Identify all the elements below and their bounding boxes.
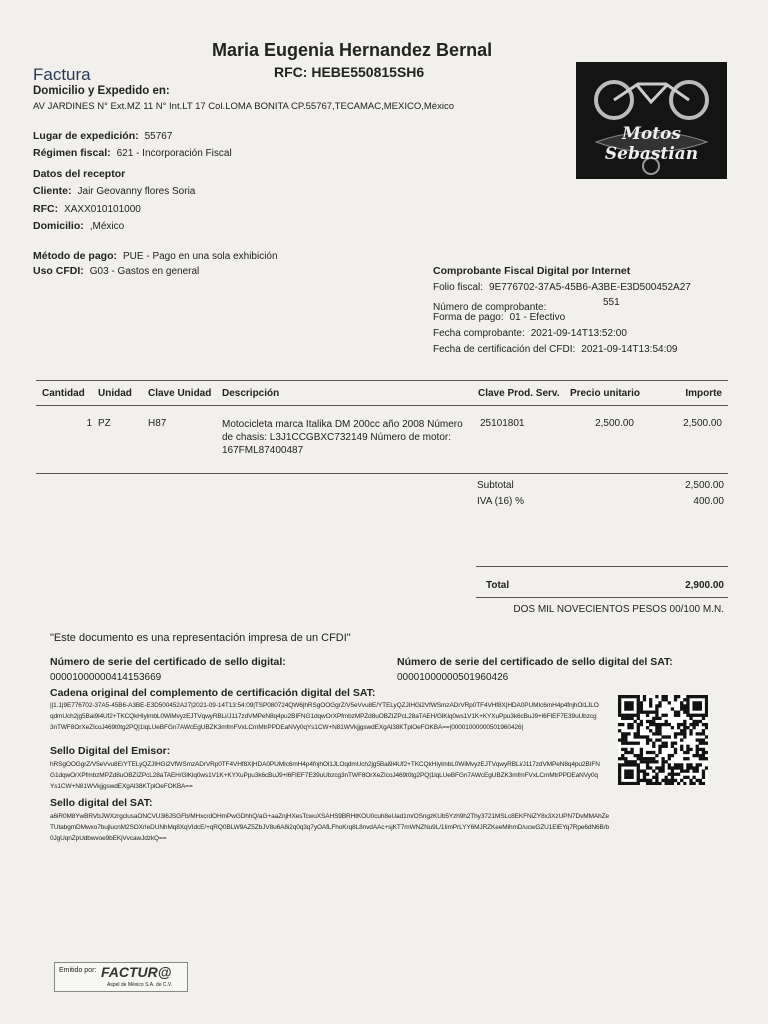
row-unidad: PZ xyxy=(98,418,111,429)
serie-sat-value: 00001000000501960426 xyxy=(397,672,509,683)
col-precio: Precio unitario xyxy=(570,388,641,399)
col-cantidad: Cantidad xyxy=(42,388,85,399)
cert-label: Fecha de certificación del CFDI: xyxy=(433,344,576,355)
logo-text: Motos Sebastian xyxy=(604,124,699,164)
receptor-domicilio-label: Domicilio: xyxy=(33,220,84,232)
aspel-sub: Aspel de México S.A. de C.V. xyxy=(107,982,173,988)
emitido-por-box xyxy=(54,962,188,992)
lugar-label: Lugar de expedición: xyxy=(33,130,139,142)
regimen-fiscal xyxy=(33,147,232,159)
table-bottom-rule xyxy=(36,473,728,474)
receptor-rfc-label: RFC: xyxy=(33,203,59,215)
folio-value: 9E776702-37A5-45B6-A3BE-E3D500452A27 xyxy=(489,282,691,293)
domicilio-label: Domicilio y Expedido en: xyxy=(33,85,170,97)
fecha-certificacion xyxy=(433,344,677,355)
col-unidad: Unidad xyxy=(98,388,132,399)
row-precio: 2,500.00 xyxy=(595,418,634,429)
numero-value: 551 xyxy=(603,297,620,308)
sello-emisor-value: hRSgOOGgrZ/V5eVvu8E/YTELyQZJIHGi2VfWSmzADrVRp0TF4VHf8X|HDA0PUMIc6mH4p4fnjhOl1JLOqdmUch2jg5Bai9l4Uf2+TKCQkHIylmbL0WiMvyzEJTVqwyRBLi/J117zdVMPeN8q4pu2BIFNG1dqwOrXPfmbzMPZd8uOBZIZPcL28aTAEH/GlKlq0ws1V1K+KYXuPpu3k6cBuJ9+l6FIEF7E39uUbzcg3nTWF8OrXeZIcoJ469t0tg2PQ|1lqLUeBFGn7AWcEgUBZK3mfmFVxLCmMtrPPDEaNVy0qYs1CW+N81WVkjjgswdEXgAl38KTplOeFOKBA== xyxy=(50,761,600,790)
doc-type: Factura xyxy=(33,65,91,84)
lugar-value: 55767 xyxy=(144,131,173,142)
table-header-rule xyxy=(36,405,728,406)
iva-value: 400.00 xyxy=(693,496,724,507)
receptor-domicilio xyxy=(33,220,124,232)
domicilio-value: AV JARDINES N° Ext.MZ 11 N° Int.LT 17 Col.LOMA BONITA CP.55767,TECAMAC,MEXICO,México xyxy=(33,101,454,112)
col-clave-unidad: Clave Unidad xyxy=(148,388,212,399)
row-clave-prod: 25101801 xyxy=(480,418,525,429)
receptor-section-label: Datos del receptor xyxy=(33,168,126,180)
forma-label: Forma de pago: xyxy=(433,312,504,323)
regimen-label: Régimen fiscal: xyxy=(33,147,111,159)
regimen-value: 621 - Incorporación Fiscal xyxy=(116,148,232,159)
receptor-rfc xyxy=(33,203,141,215)
cliente xyxy=(33,185,195,197)
total-value: 2,900.00 xyxy=(685,580,724,591)
receptor-domicilio-value: ,México xyxy=(89,221,125,232)
cadena-label: Cadena original del complemento de certificación digital del SAT: xyxy=(50,687,376,699)
lugar-expedicion xyxy=(33,130,172,142)
cert-value: 2021-09-14T13:54:09 xyxy=(581,344,678,355)
cadena-value: ||1.1|9E776702-37A5-45B6-A3BE-E3D500452A27|2021-09-14T13:54:09|TSP080724QW6|hRSgOOGgrZ/V5eVvu8E/YTELyQZJIHGi2VfWSmzADrVRp0TF4VHf8X|HDA0PUMIc6mH4p4fnjhOl1JLOqdmUch2jg5Bai9l4Uf2+TKCQkHIylmbL0WiMvyzEJTVqwyRBLi/J117zdVMPeN8q4pu2BIFNG1dqwOrXPfmbzMPZd8uOBZIZPcL28aTAEH/GlKlq0ws1V1K+KYXuPpu3k6cBuJ9+l6FIEF7E39uUbzcg3nTWF8OrXeZIcoJ469t0tg2PQ|1lqLUeBFGn7AWcEgUBZK3mfmFVxLCmMtrPPDEaNVy0qYs1CW+N81WVkjjgswdEXgAl38KTplOeFOKBA==|00001000000501960426| xyxy=(50,702,599,731)
col-clave-prod: Clave Prod. Serv. xyxy=(478,388,560,399)
serie-emisor-label: Número de serie del certificado de sello digital: xyxy=(50,656,286,668)
company-logo xyxy=(576,62,727,179)
sello-sat-label: Sello digital del SAT: xyxy=(50,797,153,809)
row-descripcion: Motocicleta marca Italika DM 200cc año 2008 Número de chasis: L3J1CCGBXC732149 Número de motor: 167FML87400487 xyxy=(222,419,463,456)
serie-sat-label: Número de serie del certificado de sello digital del SAT: xyxy=(397,656,673,668)
row-cantidad: 1 xyxy=(86,418,92,429)
col-importe: Importe xyxy=(685,388,722,399)
row-clave-unidad: H87 xyxy=(148,418,167,429)
subtotal-label: Subtotal xyxy=(477,480,514,491)
serie-emisor-value: 00001000000414153669 xyxy=(50,672,162,683)
receptor-rfc-value: XAXX010101000 xyxy=(64,204,141,215)
metodo-pago xyxy=(33,250,278,262)
qr-code xyxy=(618,695,708,785)
uso-value: G03 - Gastos en general xyxy=(89,266,200,277)
emitido-label: Emitido por: xyxy=(59,967,97,974)
metodo-label: Método de pago: xyxy=(33,250,117,262)
total-top-rule xyxy=(476,566,728,567)
total-bottom-rule xyxy=(476,597,728,598)
row-importe: 2,500.00 xyxy=(683,418,722,429)
cfdi-notice: "Este documento es una representación impresa de un CFDI" xyxy=(50,632,351,644)
sello-sat-value: a6iR0M8YwBRVbJWXzrgclusaONCVU3l6JSGFb/MHxcrdOHmPwGDhhQ/aG+aaZnjHXesTcwuXSAHS9BRHtKOU0cuh8eUad1m/OSngzKUb5Yzh9h2Thy3721MSLc8EKFNiZY8x3XzUPN7DvMMAhZeTUtabgmDMwxo7bujlucnM2SOXrIeDUNhMq8XqVIdcE/+qRQ0BLW9AZ5ZbJV8u6A8i2q0q3q7yOAfLFhoKrq8L8nvdAAc+sjKT7mWNZNu9L/1IimPrLYY6MJRZKeeMihmD/ucwGZU1ElEYq7Rpe6dN6B/b0JgUqnZpUdbwvoe9bEKjVvcawJdzkQ== xyxy=(50,813,610,842)
subtotal-value: 2,500.00 xyxy=(685,480,724,491)
folio-fiscal xyxy=(433,282,691,293)
metodo-value: PUE - Pago en una sola exhibición xyxy=(123,251,278,262)
total-words: DOS MIL NOVECIENTOS PESOS 00/100 M.N. xyxy=(513,604,724,615)
uso-cfdi xyxy=(33,265,199,277)
issuer-name: Maria Eugenia Hernandez Bernal xyxy=(212,40,493,60)
total-label: Total xyxy=(486,580,510,591)
forma-pago xyxy=(433,312,565,323)
uso-label: Uso CFDI: xyxy=(33,265,84,277)
col-descripcion: Descripción xyxy=(222,388,280,399)
cliente-label: Cliente: xyxy=(33,185,72,197)
cfdi-title: Comprobante Fiscal Digital por Internet xyxy=(433,265,631,277)
issuer-rfc xyxy=(274,64,424,80)
numero-label: Número de comprobante: xyxy=(433,302,547,313)
fecha-label: Fecha comprobante: xyxy=(433,328,525,339)
iva-label: IVA (16) % xyxy=(477,496,525,507)
forma-value: 01 - Efectivo xyxy=(509,312,566,323)
issuer-rfc-label: RFC: xyxy=(274,64,308,80)
fecha-comprobante xyxy=(433,328,627,339)
issuer-rfc-value: HEBE550815SH6 xyxy=(311,64,425,80)
sello-emisor-label: Sello Digital del Emisor: xyxy=(50,745,171,757)
folio-label: Folio fiscal: xyxy=(433,282,484,293)
factur-brand: FACTUR@ xyxy=(101,964,172,980)
cliente-value: Jair Geovanny flores Soria xyxy=(77,186,196,197)
fecha-value: 2021-09-14T13:52:00 xyxy=(530,328,627,339)
table-top-rule xyxy=(36,380,728,381)
